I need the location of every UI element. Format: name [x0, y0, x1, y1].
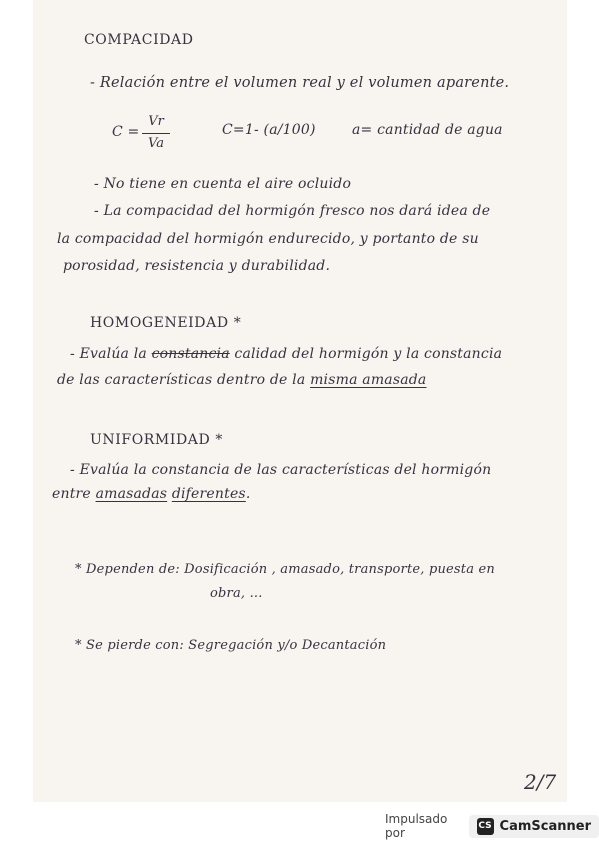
- dependen-line-1: * Dependen de: Dosificación , amasado, transporte, puesta en: [75, 562, 495, 577]
- uniformidad-line-2-end: .: [245, 486, 251, 502]
- compacidad-line-3: - La compacidad del hormigón fresco nos dará idea de: [94, 203, 491, 219]
- compacidad-line-5: porosidad, resistencia y durabilidad.: [63, 258, 331, 274]
- fraction-bar: [142, 133, 170, 134]
- homogeneidad-line-2-start: de las características dentro de la: [57, 372, 306, 388]
- camscanner-logo-icon: CS: [477, 818, 494, 835]
- dependen-line-2: obra, ...: [210, 586, 263, 601]
- homogeneidad-line-2: [57, 372, 426, 388]
- homogeneidad-line-1-start: - Evalúa la: [70, 346, 147, 362]
- section-title-homogeneidad: HOMOGENEIDAD *: [90, 315, 242, 331]
- underlined-misma-amasada: misma amasada: [310, 372, 427, 388]
- compacidad-line-1: - Relación entre el volumen real y el volumen aparente.: [90, 75, 510, 91]
- pierde-line-1: * Se pierde con: Segregación y/o Decantación: [75, 638, 387, 653]
- powered-by-label: Impulsado por: [385, 812, 448, 840]
- formula-numerator: Vr: [148, 114, 164, 129]
- page-number: 2/7: [524, 770, 557, 794]
- notebook-page: [33, 0, 567, 802]
- formula-2: C=1- (a/100): [222, 122, 316, 138]
- formula-3: a= cantidad de agua: [352, 122, 503, 138]
- uniformidad-line-2-start: entre: [52, 486, 91, 502]
- compacidad-line-2: - No tiene en cuenta el aire ocluido: [94, 176, 352, 192]
- underlined-amasadas: amasadas: [95, 486, 168, 502]
- homogeneidad-line-1: [70, 346, 502, 362]
- struck-word: constancia: [151, 346, 230, 362]
- uniformidad-line-2: [52, 486, 250, 502]
- formula-denominator: Va: [148, 136, 164, 151]
- camscanner-name: CamScanner: [499, 818, 591, 834]
- uniformidad-line-1: - Evalúa la constancia de las características del hormigón: [70, 462, 492, 478]
- homogeneidad-line-1-end: calidad del hormigón y la constancia: [234, 346, 503, 362]
- camscanner-footer: [385, 812, 599, 840]
- camscanner-badge[interactable]: [469, 815, 599, 838]
- section-title-uniformidad: UNIFORMIDAD *: [90, 432, 223, 448]
- section-title-compacidad: COMPACIDAD: [84, 32, 194, 48]
- underlined-diferentes: diferentes: [171, 486, 246, 502]
- compacidad-line-4: la compacidad del hormigón endurecido, y portanto de su: [57, 231, 479, 247]
- formula-lhs: C =: [112, 124, 140, 140]
